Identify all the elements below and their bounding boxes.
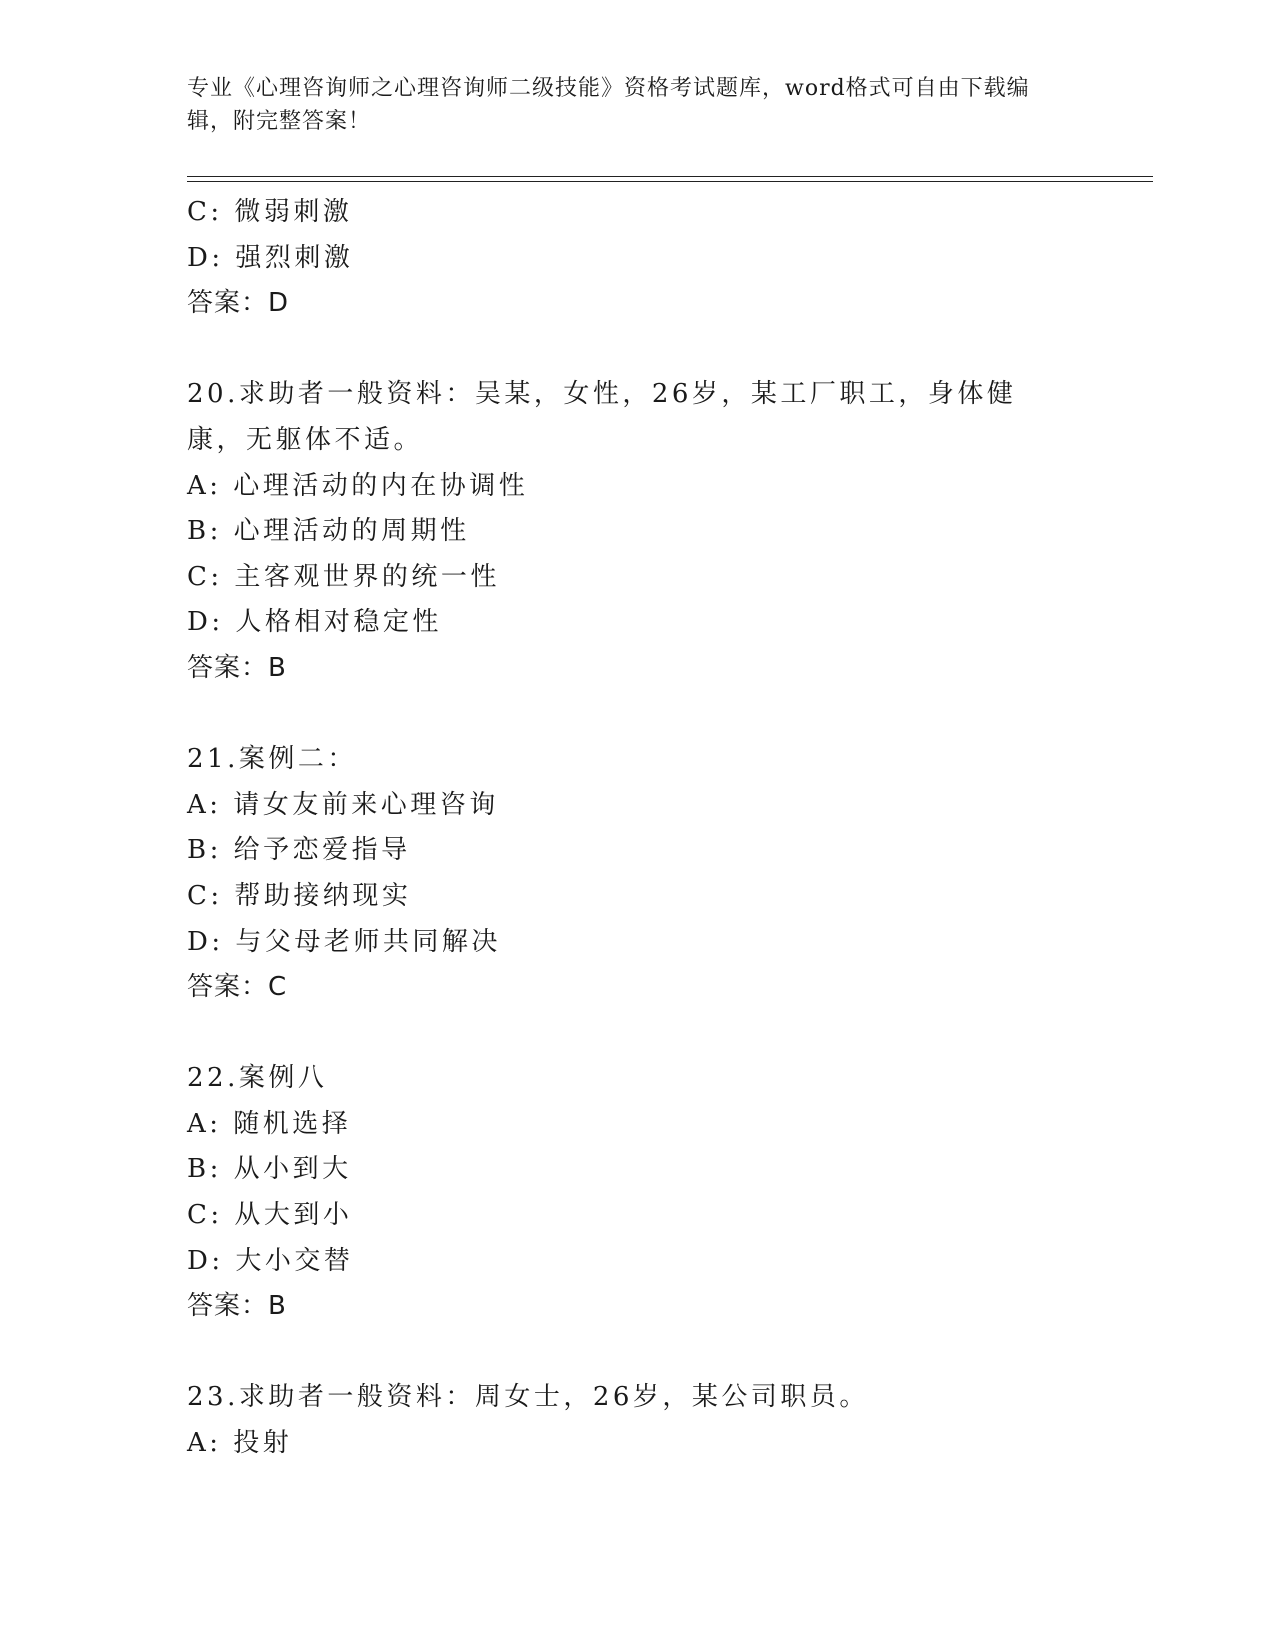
option-b: B: 从小到大 — [187, 1154, 352, 1185]
spacer — [187, 692, 1087, 738]
answer: 答案：B — [187, 1291, 287, 1322]
header-rule-bottom — [187, 181, 1153, 182]
question-list — [187, 190, 1087, 1467]
question-22-stem: 22.案例八 — [187, 1063, 328, 1094]
question-20-stem: 20.求助者一般资料：吴某，女性，26岁，某工厂职工，身体健康，无躯体不适。 — [187, 379, 1017, 455]
answer: 答案：D — [187, 288, 290, 319]
option-a: A: 随机选择 — [187, 1108, 352, 1139]
option-d: D: 与父母老师共同解决 — [187, 926, 501, 957]
spacer — [187, 1011, 1087, 1057]
option-b: B: 心理活动的周期性 — [187, 516, 470, 547]
option-a: A: 投射 — [187, 1428, 293, 1459]
spacer — [187, 327, 1087, 373]
option-d: D: 强烈刺激 — [187, 242, 354, 273]
answer: 答案：B — [187, 652, 287, 683]
option-a: A: 请女友前来心理咨询 — [187, 789, 499, 820]
answer: 答案：C — [187, 972, 288, 1003]
spacer — [187, 1330, 1087, 1376]
question-21-stem: 21.案例二： — [187, 744, 357, 775]
option-a: A: 心理活动的内在协调性 — [187, 470, 529, 501]
option-c: C: 从大到小 — [187, 1200, 353, 1231]
option-c: C: 微弱刺激 — [187, 197, 353, 227]
option-c: C: 主客观世界的统一性 — [187, 561, 500, 592]
option-d: D: 人格相对稳定性 — [187, 607, 442, 638]
document-header: 专业《心理咨询师之心理咨询师二级技能》资格考试题库，word格式可自由下载编辑，附完整答案！ — [187, 76, 1030, 134]
option-c: C: 帮助接纳现实 — [187, 880, 412, 911]
header-rule-top — [187, 176, 1153, 177]
option-b: B: 给予恋爱指导 — [187, 835, 411, 866]
option-d: D: 大小交替 — [187, 1245, 354, 1276]
question-23-stem: 23.求助者一般资料：周女士，26岁，某公司职员。 — [187, 1382, 869, 1413]
